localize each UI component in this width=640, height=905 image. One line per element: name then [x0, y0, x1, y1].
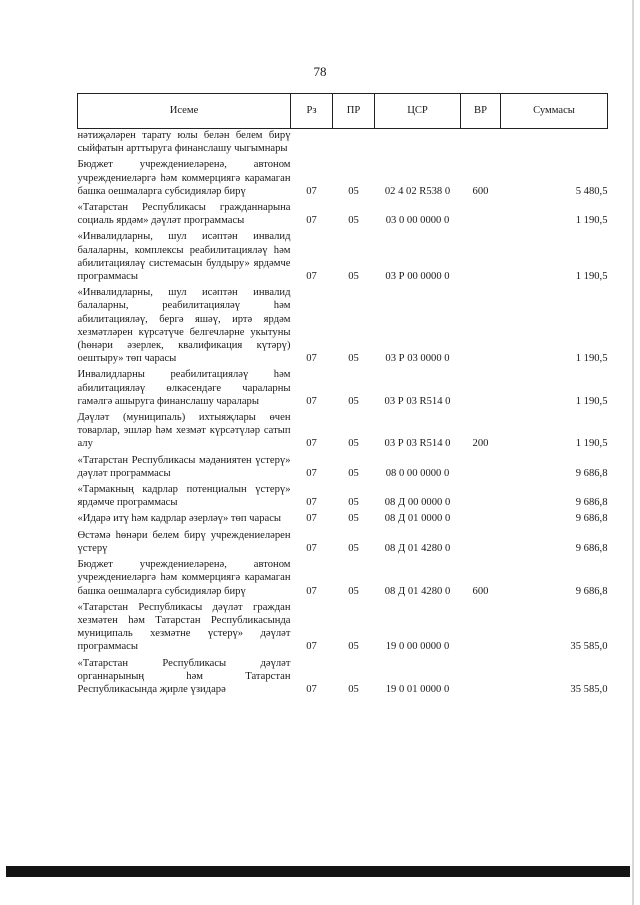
row-pr: 05 — [348, 497, 359, 509]
row-amount: 9 686,8 — [575, 513, 608, 525]
row-name: Бюджет учреждениеләренә, автоном учреждениеләргә һәм коммерциягә карамаган башка оешмаларга субсидияләр бирү — [77, 159, 291, 197]
row-csr: 03 0 00 0000 0 — [385, 215, 450, 227]
row-pr — [333, 129, 375, 159]
row-name: «Идарә итү һәм кадрлар әзерләү» төп чарасы — [77, 513, 282, 525]
row-amount — [501, 129, 608, 159]
row-name: Өстәмә һөнәри белем бирү учреждениеләрен үстерү — [77, 529, 291, 554]
row-name: «Тармакның кадрлар потенциалын үстерү» ярдәмче программасы — [77, 484, 291, 509]
row-pr: 05 — [348, 513, 359, 525]
row-vr: 600 — [472, 185, 489, 197]
row-pr: 05 — [348, 438, 359, 450]
row-vr — [461, 657, 501, 700]
table-row — [78, 454, 608, 483]
page-number: 78 — [313, 64, 327, 79]
row-vr — [461, 454, 501, 483]
table-row — [78, 201, 608, 230]
row-vr: 600 — [472, 585, 489, 597]
table-row — [78, 529, 608, 558]
table-row — [78, 230, 608, 286]
row-rz: 07 — [306, 467, 317, 479]
row-amount: 5 480,5 — [575, 185, 608, 197]
row-vr: 200 — [472, 438, 489, 450]
column-header-rz: Рз — [291, 94, 333, 129]
row-amount: 9 686,8 — [575, 585, 608, 597]
row-pr: 05 — [348, 185, 359, 197]
row-pr: 05 — [348, 585, 359, 597]
table-body — [78, 129, 608, 700]
table-row — [78, 129, 608, 159]
row-vr — [461, 512, 501, 528]
row-amount: 9 686,8 — [575, 497, 608, 509]
row-rz: 07 — [306, 641, 317, 653]
row-name: «Инвалидларны, шул исәптән инвалид балаларны, комплексы реабилитацияләү һәм абилитацияләү системасын булдыру» ярдәмче программасы — [77, 231, 291, 283]
table-row — [78, 368, 608, 411]
row-rz: 07 — [306, 497, 317, 509]
row-vr — [461, 601, 501, 657]
row-vr — [461, 483, 501, 512]
row-amount: 9 686,8 — [575, 542, 608, 554]
column-header-name: Исеме — [78, 94, 291, 129]
row-amount: 1 190,5 — [575, 353, 608, 365]
row-pr: 05 — [348, 353, 359, 365]
table-row — [78, 601, 608, 657]
row-rz: 07 — [306, 683, 317, 695]
row-csr: 08 Д 01 4280 0 — [384, 585, 451, 597]
row-name: «Инвалидларны, шул исәптән инвалид балаларны, реабилитацияләү һәм абилитацияләү, бергә яшәү, иртә ярдәм хезмәтләрен күрсәтүче белгечләрне укытуны (һөнәри әзерлек, квалификация күтәрү) оештыру» төп чарасы — [77, 287, 291, 365]
row-amount: 1 190,5 — [575, 271, 608, 283]
row-csr: 08 Д 00 0000 0 — [384, 497, 451, 509]
row-pr: 05 — [348, 467, 359, 479]
row-csr: 19 0 00 0000 0 — [385, 641, 450, 653]
row-vr — [461, 286, 501, 368]
row-name: Бюджет учреждениеләренә, автоном учреждениеләргә һәм коммерциягә карамаган башка оешмаларга субсидияләр бирү — [77, 559, 291, 597]
row-name: Инвалидларны реабилитацияләү һәм абилитацияләү өлкәсендәге чараларны гамәлгә ашыруга финанслашу чаралары — [77, 369, 291, 407]
row-name: «Татарстан Республикасы гражданнарына социаль ярдәм» дәүләт программасы — [77, 202, 291, 227]
table-row — [78, 411, 608, 454]
row-rz: 07 — [306, 513, 317, 525]
row-pr: 05 — [348, 683, 359, 695]
row-csr: 08 Д 01 4280 0 — [384, 542, 451, 554]
row-csr: 03 Р 03 R514 0 — [384, 438, 451, 450]
row-rz: 07 — [306, 395, 317, 407]
row-amount: 1 190,5 — [575, 438, 608, 450]
table-header-row — [78, 94, 608, 129]
row-pr: 05 — [348, 641, 359, 653]
table-row — [78, 286, 608, 368]
row-pr: 05 — [348, 271, 359, 283]
row-csr: 08 Д 01 0000 0 — [384, 513, 451, 525]
table-row — [78, 483, 608, 512]
row-rz: 07 — [306, 585, 317, 597]
row-rz — [291, 129, 333, 159]
row-name: «Татарстан Республикасы дәүләт граждан хезмәтен һәм Татарстан Республикасында муниципаль хезмәтне үстерү» дәүләт программасы — [77, 601, 291, 653]
row-name: «Татарстан Республикасы мәдәниятен үстерү» дәүләт программасы — [77, 454, 291, 479]
row-csr: 03 Р 03 0000 0 — [385, 353, 450, 365]
row-amount: 1 190,5 — [575, 395, 608, 407]
row-csr: 08 0 00 0000 0 — [385, 467, 450, 479]
row-amount: 35 585,0 — [570, 683, 608, 695]
column-header-csr: ЦСР — [375, 94, 461, 129]
row-rz: 07 — [306, 271, 317, 283]
row-pr: 05 — [348, 542, 359, 554]
scan-right-edge — [632, 0, 634, 905]
row-vr — [461, 201, 501, 230]
budget-table — [77, 93, 608, 699]
row-pr: 05 — [348, 215, 359, 227]
row-rz: 07 — [306, 438, 317, 450]
scan-bottom-edge — [6, 866, 630, 877]
row-amount: 1 190,5 — [575, 215, 608, 227]
row-name: «Татарстан Республикасы дәүләт органнарының һәм Татарстан Республикасында җирле үзидарә — [77, 657, 291, 695]
row-name: нәтиҗәләрен тарату юлы белән белем бирү сыйфатын арттыруга финанслашу чыгымнары — [77, 130, 291, 155]
table-row — [78, 657, 608, 700]
row-vr — [461, 129, 501, 159]
row-amount: 35 585,0 — [570, 641, 608, 653]
row-vr — [461, 368, 501, 411]
row-csr: 03 Р 03 R514 0 — [384, 395, 451, 407]
row-vr — [461, 230, 501, 286]
row-rz: 07 — [306, 542, 317, 554]
row-vr — [461, 529, 501, 558]
row-csr — [375, 129, 461, 159]
row-csr: 02 4 02 R538 0 — [384, 185, 451, 197]
row-rz: 07 — [306, 215, 317, 227]
row-rz: 07 — [306, 185, 317, 197]
row-csr: 19 0 01 0000 0 — [385, 683, 450, 695]
table-row — [78, 512, 608, 528]
table-row — [78, 558, 608, 601]
column-header-amount: Суммасы — [501, 94, 608, 129]
row-pr: 05 — [348, 395, 359, 407]
row-csr: 03 Р 00 0000 0 — [385, 271, 450, 283]
table-row — [78, 158, 608, 201]
row-rz: 07 — [306, 353, 317, 365]
column-header-pr: ПР — [333, 94, 375, 129]
row-amount: 9 686,8 — [575, 467, 608, 479]
column-header-vr: ВР — [461, 94, 501, 129]
row-name: Дәүләт (муниципаль) ихтыяҗлары өчен товарлар, эшләр һәм хезмәт күрсәтүләр сатып алу — [77, 412, 291, 450]
